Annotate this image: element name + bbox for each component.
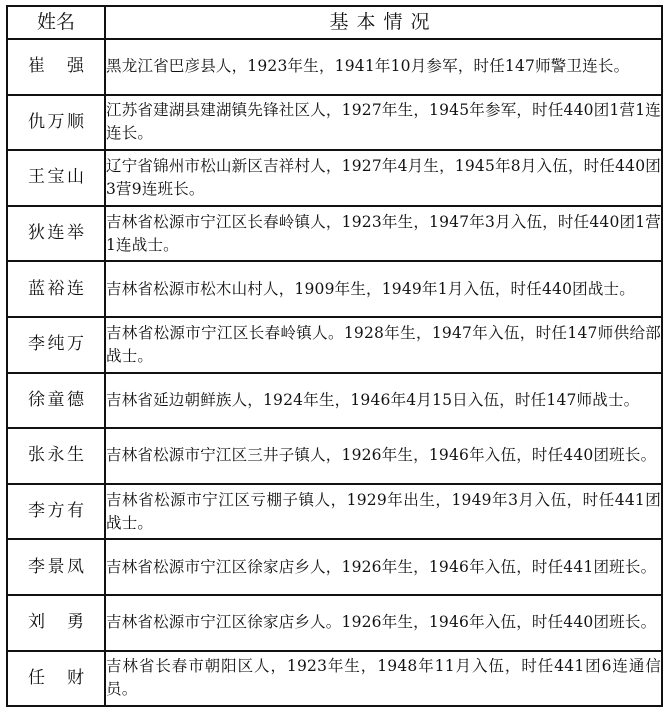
info-cell: 吉林省松源市宁江区三井子镇人，1926年生，1946年入伍，时任440团班长。 (105, 428, 662, 484)
veterans-table (6, 5, 663, 707)
table-row (7, 373, 662, 429)
header-name: 姓名 (7, 6, 105, 39)
name-cell (7, 651, 105, 707)
info-cell: 吉林省松源市宁江区亏棚子镇人，1929年出生，1949年3月入伍，时任441团战士。 (105, 484, 662, 540)
table-row (7, 95, 662, 151)
name-cell (7, 484, 105, 540)
person-name: 刘 勇 (28, 612, 84, 633)
name-cell (7, 206, 105, 262)
person-name: 李景凤 (28, 556, 84, 577)
name-cell (7, 428, 105, 484)
info-cell: 吉林省松源市宁江区长春岭镇人，1923年生，1947年3月入伍，时任440团1营1连战士。 (105, 206, 662, 262)
name-cell (7, 373, 105, 429)
table-row (7, 317, 662, 373)
person-name: 李方有 (28, 501, 84, 522)
name-cell (7, 39, 105, 95)
person-name: 仇万顺 (28, 111, 84, 132)
info-cell: 吉林省松源市松木山村人，1909年生，1949年1月入伍，时任440团战士。 (105, 261, 662, 317)
table-row (7, 484, 662, 540)
table-header-row (7, 6, 662, 39)
info-cell: 吉林省松源市宁江区徐家店乡人。1926年生，1946年入伍，时任440团班长。 (105, 595, 662, 651)
name-cell (7, 95, 105, 151)
person-name: 李纯万 (28, 334, 84, 355)
info-cell: 吉林省松源市宁江区长春岭镇人。1928年生，1947年入伍，时任147师供给部战士。 (105, 317, 662, 373)
table-row (7, 206, 662, 262)
info-cell: 黑龙江省巴彦县人，1923年生，1941年10月参军，时任147师警卫连长。 (105, 39, 662, 95)
person-name: 王宝山 (28, 167, 84, 188)
person-name: 任 财 (28, 667, 84, 688)
info-cell: 辽宁省锦州市松山新区吉祥村人，1927年4月生，1945年8月入伍，时任440团3营9连班长。 (105, 150, 662, 206)
info-cell: 吉林省松源市宁江区徐家店乡人，1926年生，1946年入伍，时任441团班长。 (105, 539, 662, 595)
table-row (7, 651, 662, 707)
person-name: 张永生 (28, 445, 84, 466)
person-name: 崔 强 (28, 56, 84, 77)
info-cell: 江苏省建湖县建湖镇先锋社区人，1927年生，1945年参军，时任440团1营1连连长。 (105, 95, 662, 151)
table-row (7, 595, 662, 651)
person-name: 徐童德 (28, 389, 84, 410)
table-row (7, 150, 662, 206)
name-cell (7, 317, 105, 373)
table-row (7, 428, 662, 484)
name-cell (7, 539, 105, 595)
info-cell: 吉林省延边朝鲜族人，1924年生，1946年4月15日入伍，时任147师战士。 (105, 373, 662, 429)
info-cell: 吉林省长春市朝阳区人，1923年生，1948年11月入伍，时任441团6连通信员。 (105, 651, 662, 707)
name-cell (7, 595, 105, 651)
table-row (7, 539, 662, 595)
name-cell (7, 150, 105, 206)
person-name: 狄连举 (28, 223, 84, 244)
name-cell (7, 261, 105, 317)
header-info: 基本情况 (105, 6, 662, 39)
table-row (7, 39, 662, 95)
table-row (7, 261, 662, 317)
person-name: 蓝裕连 (28, 278, 84, 299)
